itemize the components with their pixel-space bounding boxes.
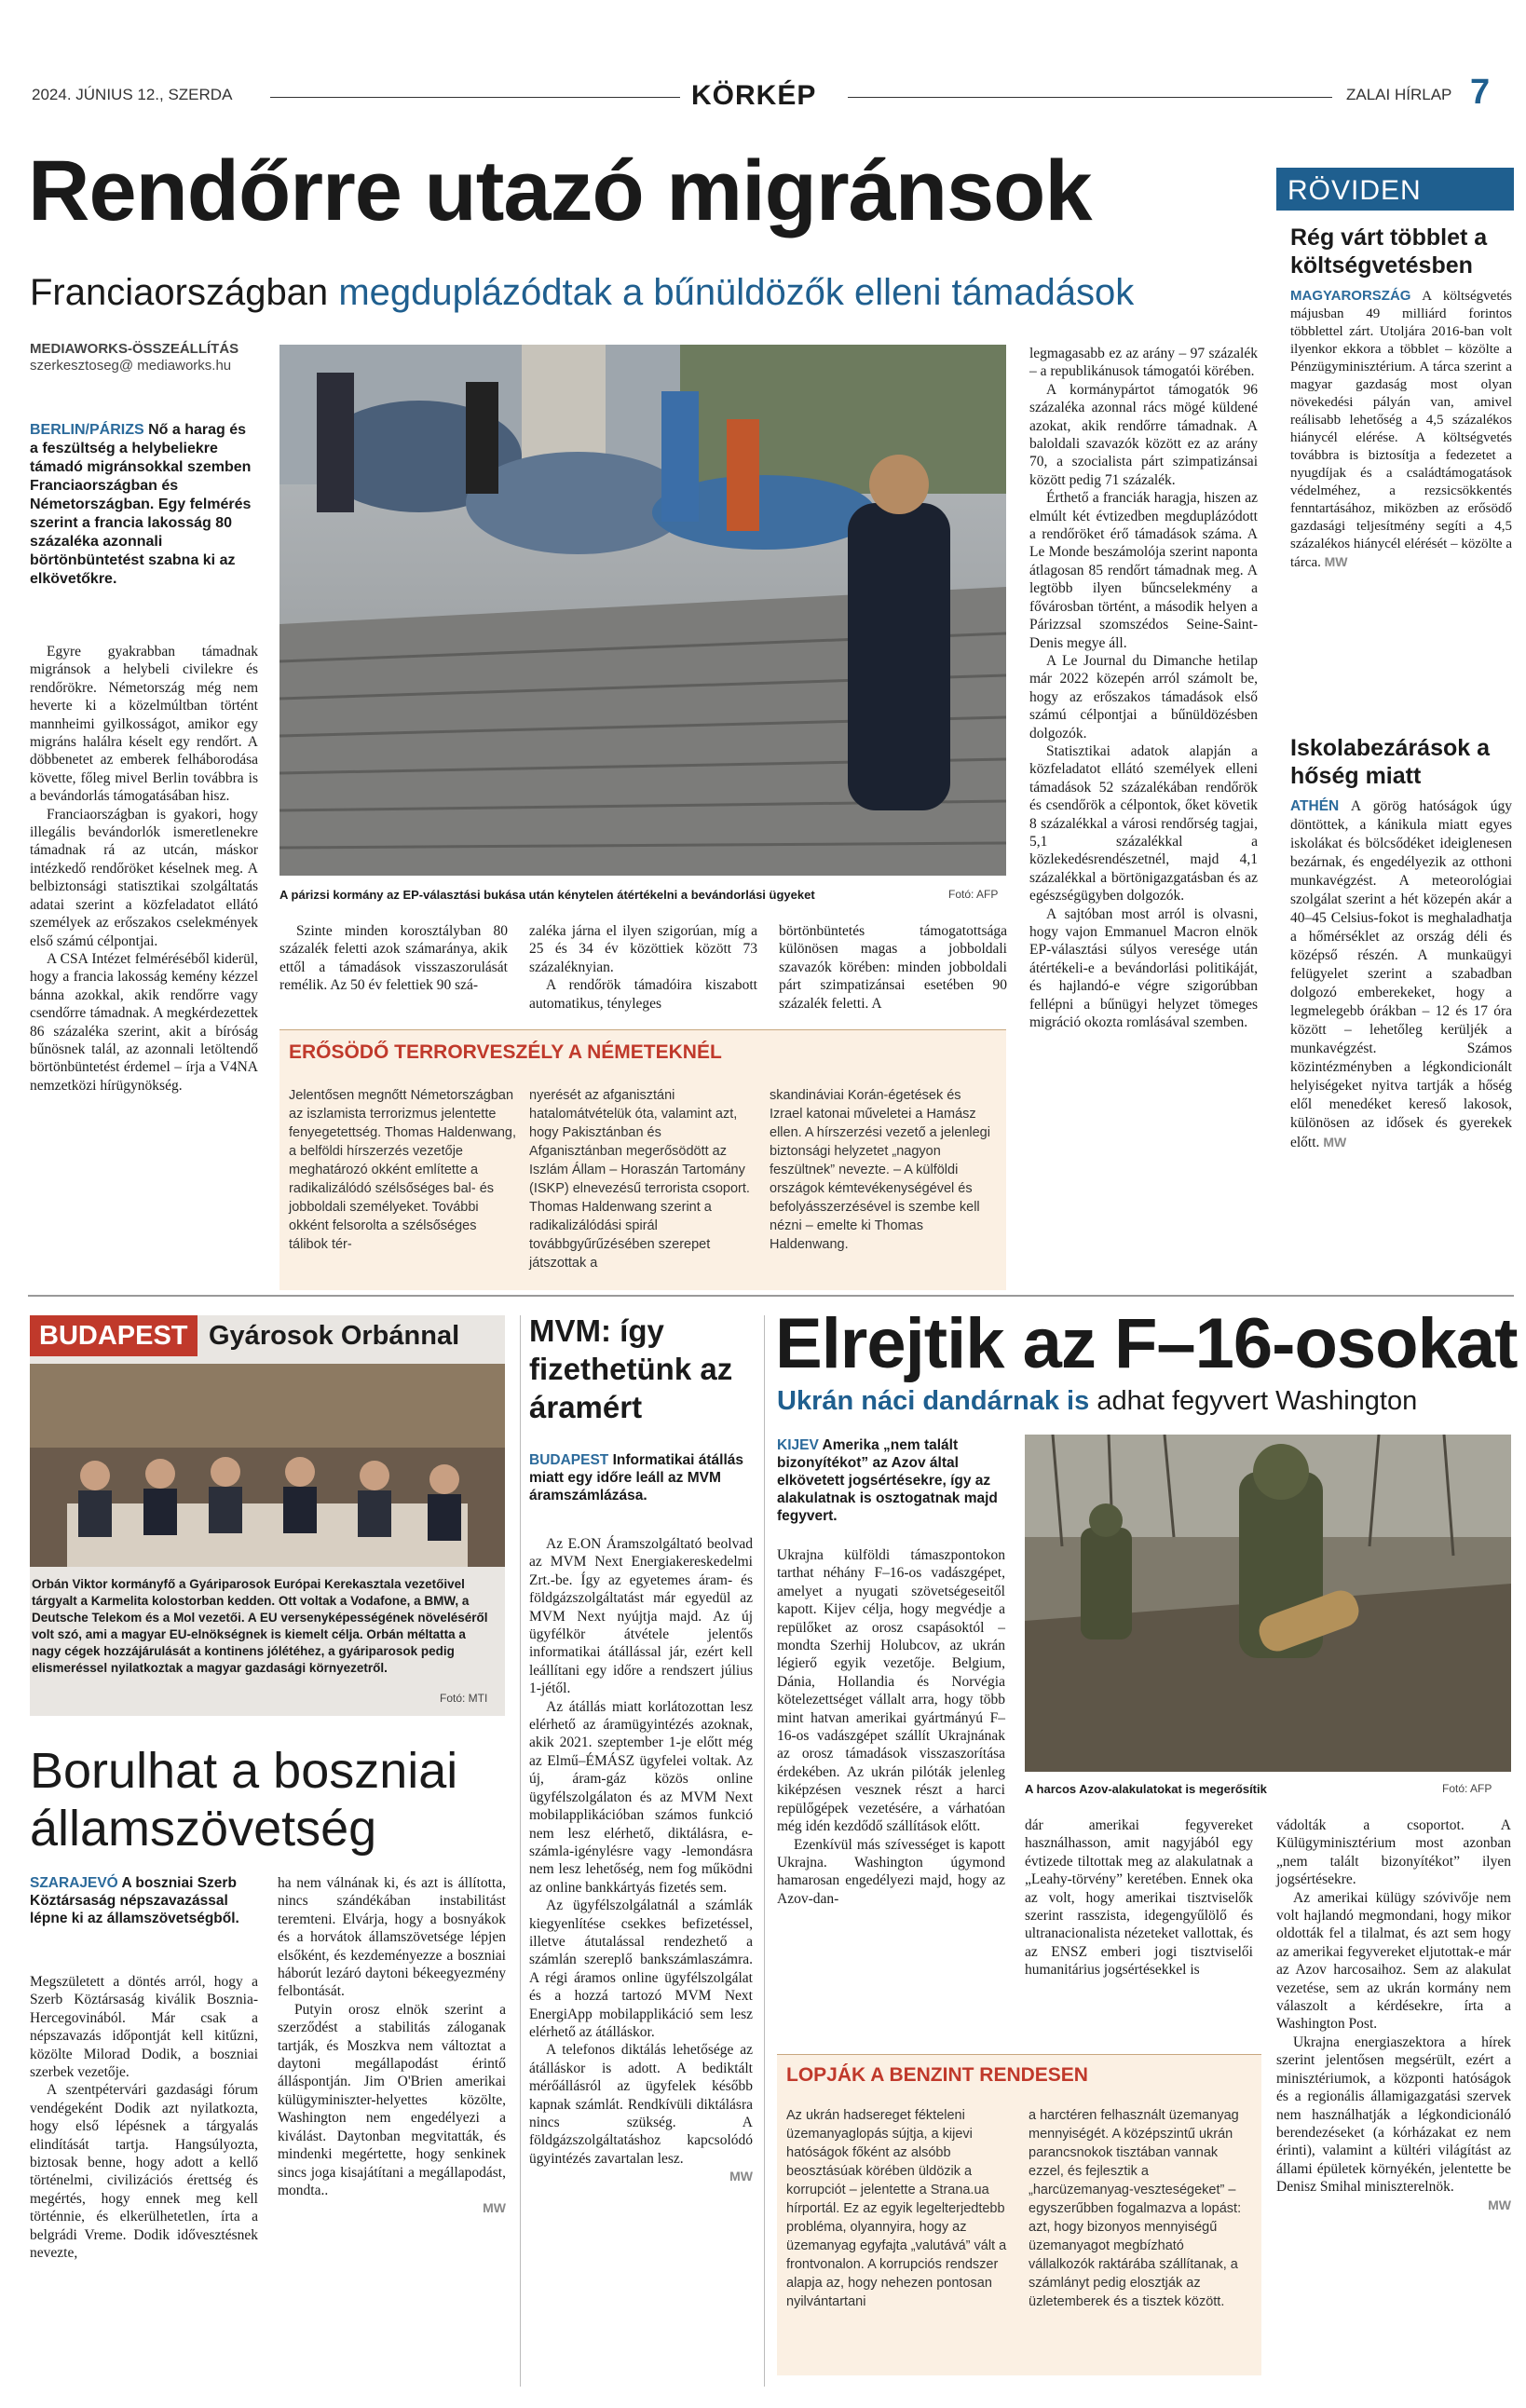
header-rule-right bbox=[848, 97, 1332, 98]
main-col5-p4: A Le Journal du Dimanche hetilap már 2022 közepén arról számolt be, hogy az erőszakos támadások első számú célpontjai a bűnüldözésben dolgozók. bbox=[1029, 652, 1258, 741]
f16-col1 bbox=[777, 1546, 1005, 1908]
header-date: 2024. JÚNIUS 12., SZERDA bbox=[32, 86, 233, 103]
mvm-p3: Az ügyfélszolgálatnál a számlák kiegyenlítése csekkes befizetéssel, illetve átutalással rendezhető a számlán szereplő bankszámlaszámra. A régi áramos online ügyfélszolgálat és a hozzá tartozó MVM Next EnergiApp mobilapplikáció sem lesz elérhető az átálláskor. bbox=[529, 1898, 753, 2040]
main-col1-p2: Franciaországban is gyakori, hogy illegális bevándorlók ismeretlenekre támadnak rá az utcán, máskor intézkedő rendőröket késelnek meg. A belbiztonsági statisztikai szolgáltatás adatai szerint a közfeladatot ellátó személyek az erőszakos cselekmények első számú célpontjai. bbox=[30, 806, 258, 949]
main-col3 bbox=[529, 922, 757, 1013]
main-col5-p3: Érthető a franciák haragja, hiszen az elmúlt két évtizedben megduplázódott a rendőröket érő támadások száma. A Le Monde beszámolója szerint naponta átlagosan 85 rendőrt támadnak meg. A legtöbb ilyen bűncselekmény a fővárosban történt, a második helyen a Párizzsal szomszédos Seine-Saint-Denis megye áll. bbox=[1029, 490, 1258, 651]
byline-org: MEDIAWORKS-ÖSSZEÁLLÍTÁS bbox=[30, 341, 239, 357]
roviden-item-2-text: A görög hatóságok úgy döntöttek, a kánikula miatt egyes iskolákat és bölcsődéket ideiglenesen bezárnak, és engedélyezik az otthoni munkavégzést. A meteorológiai szolgálat szerint a hét közepén akár a 40–45 Celsius-fokot is meghaladhatja a hőmérséklet az ország déli és középső részén. A munkaügyi felügyelet szerint a szabadban dolgozó emberekeket, hogy a legmelegebb órákban – 12 és 17 óra között – lehetőleg kerüljék a munkavégzést. Számos közintézményben a légkondicionált helyiségeket nyitva tartják a hőség elől menedéket kereső lakosok, különösen az idősek és gyerekek előtt. bbox=[1290, 798, 1512, 1150]
f16-col1-p2: Ezenkívül más szívességet is kapott Ukrajna. Washington úgymond hamarosan engedélyezi majd, hogy az Azov-dan- bbox=[777, 1836, 1005, 1907]
main-photo-caption: A párizsi kormány az EP-választási bukása után kénytelen átértékelni a bevándorlási ügyeket bbox=[279, 888, 815, 902]
budapest-label-bar bbox=[30, 1315, 198, 1356]
terror-box-col3: skandináviai Korán-égetések és Izrael katonai műveletei a Hamász ellen. A hírszerzési vezető a jelenlegi biztonsági helyzetet „nagyon feszültnek” nevezte. – A külföldi országok kémtevékenységével és befolyásszerzésével is szembe kell nézni – emelte ki Thomas Haldenwang. bbox=[770, 1088, 990, 1252]
roviden-item-1-dateline: MAGYARORSZÁG bbox=[1290, 288, 1411, 304]
bosnia-headline: Borulhat a boszniai államszövetség bbox=[30, 1743, 458, 1857]
f16-dateline: KIJEV bbox=[777, 1437, 819, 1453]
roviden-item-1-body bbox=[1290, 287, 1512, 572]
terror-box-title: ERŐSÖDŐ TERRORVESZÉLY A NÉMETEKNÉL bbox=[289, 1041, 722, 1063]
byline bbox=[30, 341, 263, 374]
main-col2-text: Szinte minden korosztályban 80 százalék feletti azok számaránya, akik ettől a támadások visszaszorulását remélik. Az 50 év felettiek 90 szá- bbox=[279, 923, 508, 994]
mvm-dateline: BUDAPEST bbox=[529, 1452, 609, 1468]
main-col3-text2: A rendőrök támadóira kiszabott automatikus, tényleges bbox=[529, 977, 757, 1012]
f16-col3-p2: Az amerikai külügy szóvivője nem volt hajlandó megmondani, hogy mikor oldották fel a tilalmat, és azt sem hogy az amerikai fegyvereket eljutottak-e már az Azov harcosaihoz. Sem az alakulat vezetése, sem az ukrán kormány nem válaszolt a kérdésekre, írta a Washington Post. bbox=[1276, 1889, 1511, 2033]
mvm-body bbox=[529, 1535, 753, 2186]
budapest-box bbox=[30, 1315, 505, 1716]
roviden-item-2-body bbox=[1290, 797, 1512, 1152]
terror-box-col2: nyerését az afganisztáni hatalomátvételük óta, valamint azt, hogy Pakisztánban és Afganisztánban megerősödött az Iszlám Állam – Horaszán Tartomány (ISKP) elnevezésű terrorista csoport. Thomas Haldenwang szerint a radikalizálódási spirál továbbgyűrűzésében szerepet játszottak a bbox=[529, 1088, 750, 1271]
byline-email: szerkesztoseg@ mediaworks.hu bbox=[30, 358, 232, 374]
f16-vrule bbox=[764, 1315, 765, 2387]
roviden-item-1-title: Rég várt többlet a költségvetésben bbox=[1290, 224, 1488, 279]
subtitle-plain: Franciaországban bbox=[30, 272, 329, 313]
main-headline: Rendőrre utazó migránsok bbox=[28, 143, 1092, 238]
f16-col3 bbox=[1276, 1816, 1511, 2214]
main-photo-credit: Fotó: AFP bbox=[948, 888, 999, 901]
terror-box-col1: Jelentősen megnőtt Németországban az iszlamista terrorizmus jelentette fenyegetettség. Thomas Haldenwang, a belföldi hírszerzés vezetője meghatározó okként említette a radikalizálódó szélsőséges bal- és jobboldali személyeket. További okként felsorolta a szélsőséges tálibok tér- bbox=[289, 1088, 516, 1252]
main-lead bbox=[30, 421, 258, 589]
roviden-item-2-dateline: ATHÉN bbox=[1290, 798, 1340, 814]
main-col5 bbox=[1029, 345, 1258, 1031]
f16-lead bbox=[777, 1436, 1005, 1525]
subtitle-blue: megduplázódtak a bűnüldözők elleni támadások bbox=[338, 272, 1135, 313]
main-col4 bbox=[779, 922, 1007, 1013]
main-col1-p3: A CSA Intézet felméréséből kiderül, hogy a francia lakosság kemény kézzel bánna azokkal, akik rendőrre vagy csendőrre támadnak. A megkérdezettek 86 százaléka szerint, akit a bíróság bűnösnek talál, az azonnali letöltendő börtönbüntetést érdemel – írja a V4NA nemzetközi hírügynökség. bbox=[30, 950, 258, 1094]
mvm-lead bbox=[529, 1451, 753, 1504]
main-col5-p2: A kormánypártot támogatók 96 százaléka azonnal rács mögé küldené azokat, akik rendőrre támadnak. A baloldali szavazók között ez az arány 70, a szocialista párt szimpatizánsai között pedig 71 százalék. bbox=[1029, 381, 1258, 488]
main-col3-text: zaléka járna el ilyen szigorúan, míg a 25 és 34 év közöttiek között 73 százaléknyian. bbox=[529, 923, 757, 975]
f16-subtitle bbox=[777, 1386, 1417, 1417]
page-number: 7 bbox=[1470, 73, 1491, 112]
f16-photo-credit: Fotó: AFP bbox=[1442, 1782, 1492, 1795]
main-col5-p5: Statisztikai adatok alapján a közfeladatot ellátó személyek elleni támadások 52 százalékában rendőrök és csendőrök a célpontok, őket követik 8 százalékkal a városi rendőrség tagjai, 5,1 százalékkal a közlekedésrendészetnél, majd 4,1 százalékkal a börtönigazgatásban és az egészségügyben dolgozók. bbox=[1029, 742, 1258, 905]
main-col1-p1: Egyre gyakrabban támadnak migránsok a helybeli civilekre és rendőrökre. Németország még nem heverte ki a közelmúltban történt mannheimi gyilkosságot, amikor egy migráns halálra késelt egy rendőrt. A döbbenetet az emberek felháborodása követte, főleg mivel Berlin továbbra is a bevándorlás támogatásában hisz. bbox=[30, 644, 258, 805]
budapest-caption: Orbán Viktor kormányfő a Gyáriparosok Európai Kerekasztala vezetőivel tárgyalt a Karmelita kolostorban kedden. Ott voltak a Vodafone, a BMW, a Deutsche Telekom és a Mol vezetői. A EU versenyképességének növeléséről volt szó, ami a magyar EU-elnökségnek is kiemelt célja. Orbán méltatta a nagy cégek hozzájárulását a kontinens jólétéhez, a gyáriparosok pedig elismeréssel nyilatkoztak a magyar gazdasági környezetről. bbox=[32, 1577, 488, 1675]
budapest-title: Gyárosok Orbánnal bbox=[209, 1321, 460, 1351]
budapest-photo bbox=[30, 1364, 505, 1567]
main-col5-p6: A sajtóban most arról is olvasni, hogy vajon Emmanuel Macron elnök EP-választási súlyos vereségе után átértékeli-e a bevándorlási politikáját, és hajlandó-e végre szigorúbban fellépni a bűnügyi helyzet tömeges migráció okozta romlásával szemben. bbox=[1029, 905, 1258, 1031]
f16-photo bbox=[1025, 1435, 1511, 1772]
main-dateline: BERLIN/PÁRIZS bbox=[30, 422, 144, 438]
bosnia-col2-p1: ha nem válnának ki, és azt is állította, nincs szándékában instabilitást teremteni. Elvárja, hogy a bosnyákok és a horvátok államszövetsége lépjen elsőként, és kezdeményezze a boszniai háborút lezáró daytoni békeegyezmény felbontását. bbox=[278, 1875, 506, 2000]
bosnia-col2-p2: Putyin orosz elnök szerint a szerződést a stabilitás záloganak tartják, és Moszkva nem változtat a daytoni megállapodást érintő álláspontján. Jim O'Brien amerikai külügyminiszter-helyettes közölte, Washington nem engedélyezi a kiválást. Daytonban megvitatták, és mindenki megértette, hogy senkinek sincs joga kisajátítani a megállapodást, mondta.. bbox=[278, 2001, 506, 2198]
terror-box bbox=[279, 1029, 1006, 1290]
roviden-item-1-text: A költségvetés májusban 49 milliárd forintos többlettel zárt. Utoljára 2016-ban volt ilyenkor ekkora a többlet – közölte a Pénzügyminisztérium. A tárca szerint a magyar gazdaság most olyan növekedési pályán van, amivel reálisabb lehetőség a 4,5 százalékos hiánycél elérése. A költségvetés továbbra is biztosítja a fedezetet a nyugdíjak és a családtámogatások védelméhez, a rezsicsökkentés fenntartásához, miközben az erősödő gazdasági teljesítmény segíti a 4,5 százalékos hiánycél elérését – közölte a tárca. bbox=[1290, 289, 1512, 570]
f16-subtitle-blue: Ukrán náci dandárnak is bbox=[777, 1386, 1090, 1416]
budapest-credit: Fotó: MTI bbox=[440, 1692, 488, 1705]
paper-name: ZALAI HÍRLAP bbox=[1346, 86, 1452, 103]
section-title: KÖRKÉP bbox=[691, 80, 817, 111]
roviden-label: RÖVIDEN bbox=[1288, 175, 1422, 206]
roviden-item-2-title: Iskolabezárások a hőség miatt bbox=[1290, 735, 1491, 789]
main-subtitle bbox=[30, 270, 1134, 315]
mvm-sig: MW bbox=[729, 2169, 753, 2184]
bosnia-col1 bbox=[30, 1973, 258, 2263]
bosnia-col2 bbox=[278, 1874, 506, 2218]
main-col5-p1: legmagasabb ez az arány – 97 százalék – a republikánusok támogatói körében. bbox=[1029, 346, 1258, 380]
mvm-p4: A telefonos diktálás lehetősége az átálláskor is adott. A bediktált mérőállásról az ügyfelek később kapnak számlát. Rendkívüli diktálásra nincs szükség. A földgázszolgáltatáshoz kapcsolódó ügyintézés zavartalan lesz. bbox=[529, 2042, 753, 2167]
f16-subtitle-plain: adhat fegyvert Washington bbox=[1097, 1386, 1418, 1416]
main-lead-text: Nő a harag és a feszültség a helybeliekre támadó migránsokkal szemben Franciaországban és Németországban. Egy felmérés szerint a francia lakosság 80 százaléka azonnali börtönbüntetést szabna ki az elkövetőkre. bbox=[30, 422, 252, 587]
f16-sig: MW bbox=[1488, 2197, 1511, 2212]
mvm-headline: MVM: így fizethetünk az áramért bbox=[529, 1313, 733, 1424]
bosnia-lead bbox=[30, 1874, 258, 1927]
f16-lead-text: Amerika „nem talált bizonyítékot” az Azov által elkövetett jogsértésekre, így az alakulatnak is osztogatnak majd fegyvert. bbox=[777, 1437, 998, 1524]
main-col4-text: börtönbüntetés támogatottsága különösen magas a jobboldali szavazók körében: minden jobboldali párt szimpatizánsai esetében 90 százalék feletti. A bbox=[779, 923, 1007, 1012]
bosnia-col1-p2: A szentpétervári gazdasági fórum vendégeként Dodik azt nyilatkozta, hogy első lépésnek a tárgyalás elindítását tartja. Hangsúlyozta, biztosak benne, hogy adott a kellő történelmi, civilizációs érettség és megértés, hogy ennek meg kell történnie, és elkerülhetetlen, írta a belgrádi Vreme. Dodik idővesztésnek nevezte, bbox=[30, 2082, 258, 2262]
bosnia-dateline: SZARAJEVÓ bbox=[30, 1875, 118, 1891]
f16-col3-p1: vádolták a csoportot. A Külügyminisztérium most azonban „nem talált bizonyítékot” ilyen jogsértésekre. bbox=[1276, 1817, 1511, 1888]
budapest-label: BUDAPEST bbox=[39, 1321, 188, 1351]
roviden-item-2-sig: MW bbox=[1323, 1135, 1347, 1150]
mvm-p2: Az átállás miatt korlátozottan lesz elérhető az áramügyintézés azoknak, akik 2021. szeptember 1-je előtt még az Elmű–ÉMÁSZ ügyfelei voltak. Az új, áram-gáz közös online ügyfélszolgálaton és az MVM Next mobilapplikációban számos funkció nem lesz elérhető, diktálásra, e-számla-igénylésre vagy -lemondásra nem lesz lehetőség, nem fog működni az online bankkártyás fizetés sem. bbox=[529, 1698, 753, 1896]
mvm-lead-text: Informatikai átállás miatt egy időre leáll az MVM áramszámlázása. bbox=[529, 1452, 743, 1503]
f16-col1-p1: Ukrajna külföldi támaszpontokon tarthat néhány F–16-os vadászgépet, amelyet a nyugati szövetségeseitől kapott. Kijev célja, hogy megvédje a repülőket az orosz csapásoktól – mondta Szerhij Holubcov, az ukrán légierő egyik vezetője. Belgium, Dánia, Hollandia és Norvégia kötelezettséget vállalt arra, hogy több mint hatvan amerikai gyártmányú F–16-os vadászgépet szállít Ukrajnának az orosz támadások visszaszorítása érdekében. Az ukrán pilóták jelenleg kiképzésen vesznek részt a harci repülőgépek vezetésére, a várhatóan még idén kezdődő szállítások előtt. bbox=[777, 1547, 1005, 1835]
bosnia-lead-text: A boszniai Szerb Köztársaság népszavazással lépne ki az államszövetségből. bbox=[30, 1875, 239, 1926]
roviden-item-1 bbox=[1290, 224, 1512, 572]
bosnia-col1-p1: Megszületett a döntés arról, hogy a Szerb Köztársaság kiválik Bosznia-Hercegovinából. Már csak a népszavazás időpontját kell kitűzni, közölte Milorad Dodik, a boszniai szerbek vezetője. bbox=[30, 1974, 258, 2081]
f16-col2-text: dár amerikai fegyvereket használhasson, amit nagyjából egy évtizede tiltottak meg az alakulatnak a „Leahy-törvény” keretében. Ennek oka az volt, hogy amerikai tisztviselők szerint rasszista, idegengyűlölő és ultranacionalista nézeteket vallottak, és az ENSZ emberi jogi tisztviselői humanitárius jogsértésekkel is bbox=[1025, 1817, 1253, 1979]
f16-col2 bbox=[1025, 1816, 1253, 1979]
bosnia-sig: MW bbox=[483, 2200, 506, 2216]
section-divider bbox=[28, 1295, 1514, 1297]
roviden-item-1-sig: MW bbox=[1324, 554, 1348, 569]
header-rule-left bbox=[270, 97, 680, 98]
benzin-box-title: LOPJÁK A BENZINT RENDESEN bbox=[786, 2064, 1088, 2086]
roviden-label-bar bbox=[1276, 168, 1514, 211]
roviden-item-2 bbox=[1290, 734, 1512, 1152]
benzin-box-col2: a harctéren felhasznált üzemanyag mennyiségét. A középszintű ukrán parancsnokok tisztában vannak ezzel, és fejlesztik a „harcüzemanyag-veszteségeket” – egyszerűbben fogalmazva a lopást: azt, hogy bizonyos mennyiségű üzemanyagot megbízható vállalkozók raktárába szállítanak, a számlányt pedig elosztják az üzletemberek és a tisztek között. bbox=[1029, 2108, 1242, 2309]
f16-col3-p3: Ukrajna energiaszektora a hírek szerint jelentősen megsérült, ezért a minisztériumok, a központi hatóságok és a regionális államigazgatási szervek nem használhatják a légkondicionáló berendezéseket (a kórházakat ez nem érinti), valamint a kültéri világítást az állami épületek környékén, jelentette be Denisz Smihal miniszterelnök. bbox=[1276, 2034, 1511, 2196]
f16-headline: Elrejtik az F–16-osokat bbox=[775, 1304, 1518, 1383]
main-col2 bbox=[279, 922, 508, 995]
mvm-vrule bbox=[520, 1315, 521, 2387]
main-col1 bbox=[30, 643, 258, 1095]
benzin-box bbox=[777, 2054, 1261, 2375]
main-photo bbox=[279, 345, 1006, 876]
f16-photo-caption: A harcos Azov-alakulatokat is megerősítik bbox=[1025, 1782, 1267, 1796]
benzin-box-col1: Az ukrán hadsereget fékteleni üzemanyaglopás sújtja, a kijevi hatóságok főként az alsóbb beosztásúak körében üldözik a korrupciót – jelentette a Strana.ua hírportál. Ez az egyik legelterjedtebb probléma, olyannyira, hogy az üzemanyag egyfajta „valutává” vált a frontvonalon. A korrupciós rendszer alapja az, hogy nehezen pontosan nyilvántartani bbox=[786, 2108, 1007, 2309]
mvm-p1: Az E.ON Áramszolgáltató beolvad az MVM Next Energiakereskedelmi Zrt.-be. Így az egyetemes áram- és földgázszolgáltatást már egyedül az MVM Next nyújtja majd. Az új ügyfélkör átvétele jelentős informatikai átállással jár, ezért kell leállítani egy időre a rendszert július 1-jétől. bbox=[529, 1536, 753, 1697]
